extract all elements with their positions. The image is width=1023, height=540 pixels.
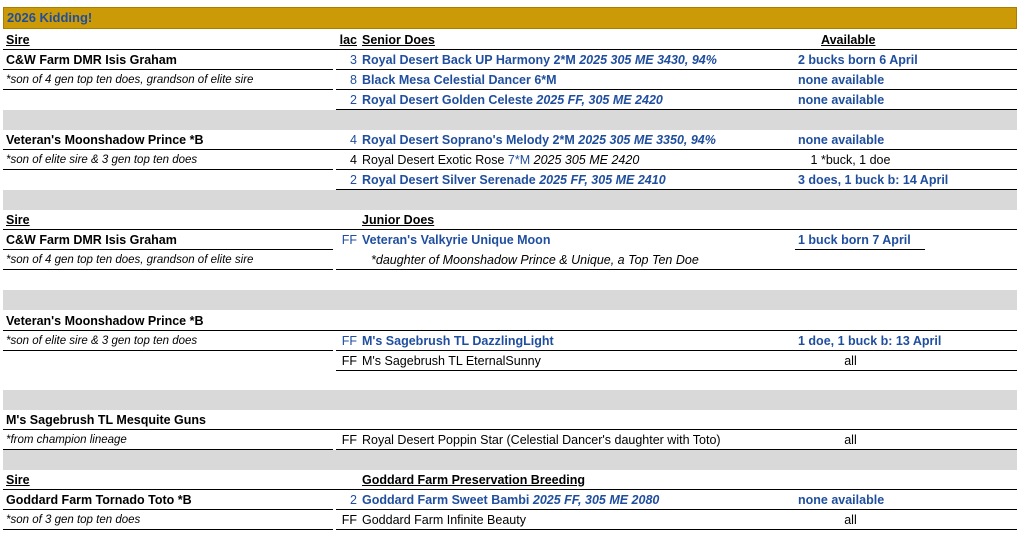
divider xyxy=(3,69,333,70)
table-row xyxy=(3,510,1017,530)
spacer-row xyxy=(3,190,1017,210)
junior-header-row xyxy=(3,210,1017,230)
doe-name: Royal Desert Exotic Rose xyxy=(362,153,505,167)
sire-header: Sire xyxy=(6,213,30,227)
sire-note: *son of 3 gen top ten does xyxy=(6,514,141,526)
divider xyxy=(3,429,1017,430)
sire-name: Goddard Farm Tornado Toto *B xyxy=(6,493,192,507)
doe-cell xyxy=(362,90,663,110)
doe-name: Royal Desert Back UP Harmony 2*M xyxy=(362,53,576,67)
sire-note: *from champion lineage xyxy=(6,434,127,446)
divider xyxy=(336,109,1017,110)
available-header: Available xyxy=(821,33,876,47)
available-value: 1 *buck, 1 doe xyxy=(810,153,891,167)
table-row xyxy=(3,490,1017,510)
doe-detail: 2025 305 ME 3430, 94% xyxy=(579,53,717,67)
available-value: 3 does, 1 buck b: 14 April xyxy=(798,173,949,187)
divider xyxy=(336,509,1017,510)
divider xyxy=(795,249,925,250)
available-value: 1 buck born 7 April xyxy=(798,233,911,247)
doe-detail: 2025 305 ME 2420 xyxy=(533,153,640,167)
available-value: none available xyxy=(798,133,885,147)
doe-detail: 2025 FF, 305 ME 2420 xyxy=(536,93,663,107)
divider xyxy=(3,509,333,510)
available-value: all xyxy=(844,433,857,447)
lac-value: FF xyxy=(341,233,357,247)
sire-note: *son of 4 gen top ten does, grandson of elite sire xyxy=(6,74,254,86)
page-title: 2026 Kidding! xyxy=(7,10,93,25)
table-row xyxy=(3,90,1017,110)
divider xyxy=(3,350,333,351)
divider xyxy=(3,169,333,170)
table-row xyxy=(3,351,1017,371)
table-row xyxy=(3,430,1017,450)
table-row xyxy=(3,50,1017,70)
divider xyxy=(336,69,1017,70)
lac-header: lac xyxy=(339,33,357,47)
table-row xyxy=(3,230,1017,250)
available-value: all xyxy=(844,354,857,368)
lac-value: 2 xyxy=(350,173,357,187)
doe-name: Royal Desert Poppin Star (Celestial Dancer's daughter with Toto) xyxy=(362,433,721,447)
table-row xyxy=(3,250,1017,270)
table-row xyxy=(3,150,1017,170)
divider xyxy=(336,89,1017,90)
divider xyxy=(3,529,333,530)
divider xyxy=(336,370,1017,371)
sire-note: *son of 4 gen top ten does, grandson of elite sire xyxy=(6,254,254,266)
doe-name: Royal Desert Golden Celeste xyxy=(362,93,533,107)
sire-name: Veteran's Moonshadow Prince *B xyxy=(6,133,204,147)
sire-name: Veteran's Moonshadow Prince *B xyxy=(6,314,204,328)
doe-name: Royal Desert Silver Serenade xyxy=(362,173,536,187)
doe-detail: 2025 FF, 305 ME 2410 xyxy=(539,173,666,187)
divider xyxy=(3,269,333,270)
doe-name: Black Mesa Celestial Dancer 6*M xyxy=(362,73,557,87)
available-value: 2 bucks born 6 April xyxy=(798,53,918,67)
available-value: none available xyxy=(798,93,885,107)
title-bar xyxy=(3,7,1017,29)
senior-does-header: Senior Does xyxy=(362,33,435,47)
divider xyxy=(3,49,1017,50)
sire-name: C&W Farm DMR Isis Graham xyxy=(6,233,177,247)
divider xyxy=(336,350,1017,351)
table-row xyxy=(3,130,1017,150)
available-value: 1 doe, 1 buck b: 13 April xyxy=(798,334,942,348)
divider xyxy=(336,189,1017,190)
doe-name: Veteran's Valkyrie Unique Moon xyxy=(362,233,551,247)
lac-value: 3 xyxy=(350,53,357,67)
doe-detail: 2025 FF, 305 ME 2080 xyxy=(532,493,660,507)
sire-header: Sire xyxy=(6,33,30,47)
sire-header: Sire xyxy=(6,473,30,487)
spacer-row xyxy=(3,390,1017,410)
lac-value: 4 xyxy=(350,153,357,167)
divider xyxy=(3,249,333,250)
goddard-does-header: Goddard Farm Preservation Breeding xyxy=(362,473,585,487)
table-row xyxy=(3,170,1017,190)
spacer-row xyxy=(3,290,1017,310)
doe-cell xyxy=(362,170,666,190)
lac-value: FF xyxy=(341,433,357,447)
doe-cell xyxy=(362,130,716,150)
divider xyxy=(3,330,1017,331)
divider xyxy=(336,529,1017,530)
lac-value: FF xyxy=(341,513,357,527)
available-value: all xyxy=(844,513,857,527)
doe-note: *daughter of Moonshadow Prince & Unique, a Top Ten Doe xyxy=(371,253,699,267)
divider xyxy=(3,149,1017,150)
lac-value: FF xyxy=(341,334,357,348)
doe-cell xyxy=(362,50,717,70)
sire-name: C&W Farm DMR Isis Graham xyxy=(6,53,177,67)
table-row xyxy=(3,70,1017,90)
available-value: none available xyxy=(798,73,885,87)
sire-note: *son of elite sire & 3 gen top ten does xyxy=(6,154,198,166)
doe-star: 7*M xyxy=(507,153,531,167)
lac-value: 2 xyxy=(350,93,357,107)
available-value: none available xyxy=(798,493,885,507)
table-row xyxy=(3,311,1017,331)
doe-name: M's Sagebrush TL EternalSunny xyxy=(362,354,541,368)
table-row xyxy=(3,331,1017,351)
doe-name: Goddard Farm Sweet Bambi xyxy=(362,493,530,507)
spacer-row xyxy=(3,450,1017,470)
sire-note: *son of elite sire & 3 gen top ten does xyxy=(6,335,198,347)
lac-value: 8 xyxy=(350,73,357,87)
sire-name: M's Sagebrush TL Mesquite Guns xyxy=(6,413,206,427)
senior-header-row xyxy=(3,30,1017,50)
junior-does-header: Junior Does xyxy=(362,213,435,227)
doe-cell xyxy=(362,490,659,510)
divider xyxy=(336,449,1017,450)
lac-value: 2 xyxy=(350,493,357,507)
doe-cell xyxy=(362,150,639,170)
divider xyxy=(3,229,1017,230)
doe-name: Goddard Farm Infinite Beauty xyxy=(362,513,526,527)
divider xyxy=(3,89,333,90)
table-row xyxy=(3,410,1017,430)
spacer-row xyxy=(3,110,1017,130)
doe-name: Royal Desert Soprano's Melody 2*M xyxy=(362,133,575,147)
doe-name: M's Sagebrush TL DazzlingLight xyxy=(362,334,554,348)
divider xyxy=(336,269,1017,270)
lac-value: 4 xyxy=(350,133,357,147)
divider xyxy=(3,449,333,450)
divider xyxy=(3,489,1017,490)
divider xyxy=(336,169,1017,170)
doe-detail: 2025 305 ME 3350, 94% xyxy=(578,133,716,147)
goddard-header-row xyxy=(3,470,1017,490)
lac-value: FF xyxy=(341,354,357,368)
